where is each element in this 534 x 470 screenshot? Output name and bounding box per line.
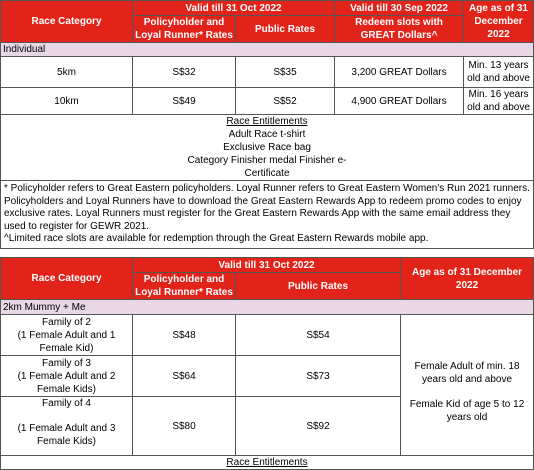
age-header: Age as of 31 December 2022 <box>401 258 534 300</box>
entitlement-item: Exclusive Race bag <box>223 142 311 153</box>
public-rates-header: Public Rates <box>236 16 335 43</box>
valid-sep-header: Valid till 30 Sep 2022 <box>335 1 464 16</box>
section-individual: Individual <box>1 43 534 57</box>
category-cell: 10km <box>1 88 133 115</box>
great-dollars-cell: 3,200 GREAT Dollars <box>335 57 464 88</box>
public-price: S$52 <box>236 88 335 115</box>
family-label: Family of 4 <box>42 398 91 409</box>
age-header: Age as of 31 December 2022 <box>464 1 534 43</box>
family-detail: (1 Female Adult and 3 Female Kids) <box>17 423 116 447</box>
valid-oct-header: Valid till 31 Oct 2022 <box>133 258 401 273</box>
notes-cell <box>1 181 534 249</box>
policyholder-footnote: * Policyholder refers to Great Eastern policyholders. Loyal Runner refers to Great Eastern Women's Run 2021 runners. Policyholders and Loyal Runners have to download the Great Eastern Rewards App to redeem promo codes to enjoy exclusive rates. Loyal Runners must register for the Great Eastern Rewards App with the same email address they used to register for GEWR 2021. <box>4 183 530 232</box>
policyholder-price: S$32 <box>133 57 236 88</box>
notes-row <box>1 181 534 249</box>
age-requirements-cell <box>401 315 534 456</box>
table-row <box>1 88 534 115</box>
header-row-1 <box>1 1 534 16</box>
entitlements-title: Race Entitlements <box>226 116 308 127</box>
policyholder-price: S$80 <box>133 397 236 456</box>
policyholder-price: S$48 <box>133 315 236 356</box>
limited-slots-footnote: ^Limited race slots are available for redemption through the Great Eastern Rewards mobile app. <box>4 233 429 244</box>
valid-oct-header: Valid till 31 Oct 2022 <box>133 1 335 16</box>
entitlement-item: Category Finisher medal Finisher e- <box>187 155 347 166</box>
family-label: Family of 3 <box>42 357 91 369</box>
entitlements-cell <box>1 115 534 181</box>
age-cell: Min. 13 years old and above <box>464 57 534 88</box>
entitlement-item: Certificate <box>244 168 290 179</box>
race-category-header: Race Category <box>1 1 133 43</box>
public-rates-header: Public Rates <box>236 273 401 300</box>
public-price: S$54 <box>236 315 401 356</box>
race-category-header: Race Category <box>1 258 133 300</box>
family-cell <box>1 356 133 397</box>
header-row-1 <box>1 258 534 273</box>
family-detail: (1 Female Adult and 1 Female Kid) <box>17 329 116 354</box>
section-row <box>1 43 534 57</box>
entitlement-item: Adult Race t-shirt <box>228 129 306 140</box>
redeem-header: Redeem slots with GREAT Dollars^ <box>335 16 464 43</box>
entitlements-row <box>1 456 534 470</box>
table-row <box>1 57 534 88</box>
policyholder-rates-header: Policyholder and Loyal Runner* Rates <box>133 16 236 43</box>
policyholder-rates-header: Policyholder and Loyal Runner* Rates <box>133 273 236 300</box>
entitlements-title: Race Entitlements <box>1 456 534 470</box>
public-price: S$73 <box>236 356 401 397</box>
family-cell <box>1 315 133 356</box>
family-cell <box>1 397 133 456</box>
public-price: S$35 <box>236 57 335 88</box>
public-price: S$92 <box>236 397 401 456</box>
table-row <box>1 315 534 356</box>
age-cell: Min. 16 years old and above <box>464 88 534 115</box>
section-row <box>1 300 534 315</box>
family-detail: (1 Female Adult and 2 Female Kids) <box>17 370 116 395</box>
mummy-me-pricing-table <box>0 257 534 470</box>
family-label: Family of 2 <box>42 316 91 328</box>
category-cell: 5km <box>1 57 133 88</box>
age-adult: Female Adult of min. 18 years old and above <box>414 361 520 385</box>
age-kid: Female Kid of age 5 to 12 years old <box>409 399 525 423</box>
great-dollars-cell: 4,900 GREAT Dollars <box>335 88 464 115</box>
policyholder-price: S$64 <box>133 356 236 397</box>
section-mummy-me: 2km Mummy + Me <box>1 300 534 315</box>
entitlements-row <box>1 115 534 181</box>
policyholder-price: S$49 <box>133 88 236 115</box>
